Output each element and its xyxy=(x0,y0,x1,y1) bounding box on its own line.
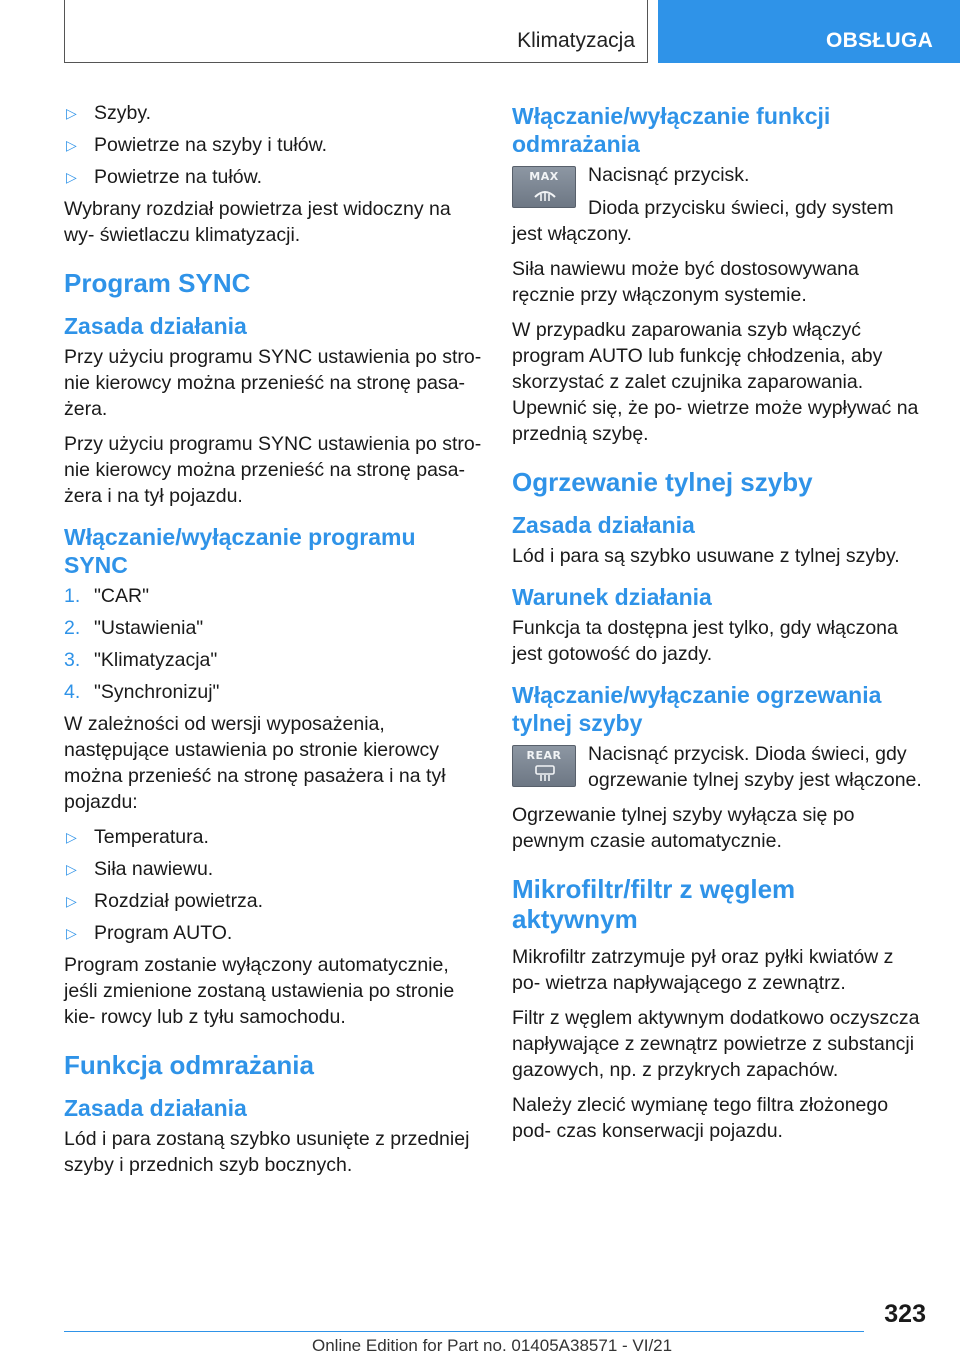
rear-defrost-button-icon: REAR xyxy=(512,745,576,787)
list-item: 2. "Ustawienia" xyxy=(64,617,204,639)
subheading-rear-onoff: Włączanie/wyłączanie ogrzewania tylnej szyby xyxy=(512,682,882,736)
heading-microfilter: Mikrofiltr/filtr z węglem aktywnym xyxy=(512,874,796,934)
list-item: 4. "Synchronizuj" xyxy=(64,681,220,703)
paragraph: Nacisnąć przycisk. Dioda świeci, gdy ogrzewanie tylnej szyby jest włączone. xyxy=(588,743,922,791)
paragraph: Filtr z węglem aktywnym dodatkowo oczyszcza napływające z zewnątrz powietrze z substancji gazowych, np. z przykrych zapachów. xyxy=(512,1007,920,1081)
list-item: ▷ Temperatura. xyxy=(66,826,209,848)
subheading-defrost-onoff: Włączanie/wyłączanie funkcji odmrażania xyxy=(512,103,831,157)
paragraph: Funkcja ta dostępna jest tylko, gdy włączona jest gotowość do jazdy. xyxy=(512,617,898,665)
subheading-principle: Zasada działania xyxy=(512,512,695,538)
heading-defrost: Funkcja odmrażania xyxy=(64,1050,314,1080)
list-item: ▷ Rozdział powietrza. xyxy=(66,890,264,912)
section-title: OBSŁUGA xyxy=(826,29,934,52)
max-defrost-button-icon: MAX xyxy=(512,166,576,208)
subheading-principle: Zasada działania xyxy=(64,1095,247,1121)
heading-rear-heating: Ogrzewanie tylnej szyby xyxy=(512,467,813,497)
triangle-bullet-icon: ▷ xyxy=(66,105,77,121)
footer-divider xyxy=(64,1331,864,1332)
paragraph: Mikrofiltr zatrzymuje pył oraz pyłki kwiatów z po- wietrza napływającego z zewnątrz. xyxy=(512,946,894,994)
paragraph: Przy użyciu programu SYNC ustawienia po stro- nie kierowcy można przenieść na stronę pasa- żera. xyxy=(64,346,482,420)
paragraph: Lód i para zostaną szybko usunięte z przedniej szyby i przednich szyb bocznych. xyxy=(64,1128,470,1176)
header-chapter-box xyxy=(64,0,648,63)
triangle-bullet-icon: ▷ xyxy=(66,169,77,185)
paragraph: Lód i para są szybko usuwane z tylnej szyby. xyxy=(512,545,900,567)
subheading-sync-onoff: Włączanie/wyłączanie programu SYNC xyxy=(64,524,416,578)
rear-window-heat-icon xyxy=(533,764,557,782)
list-item: ▷ Siła nawiewu. xyxy=(66,858,214,880)
sync-settings-list xyxy=(64,824,484,946)
paragraph: Program zostanie wyłączony automatycznie, jeśli zmienione zostaną ustawienia po stronie kie- rowcy lub z tyłu samochodu. xyxy=(64,954,455,1028)
list-item: 3. "Klimatyzacja" xyxy=(64,649,218,671)
heading-sync: Program SYNC xyxy=(64,268,251,298)
paragraph: Należy zlecić wymianę tego filtra złożonego pod- czas konserwacji pojazdu. xyxy=(512,1094,889,1142)
left-column xyxy=(64,100,484,1187)
paragraph: Wybrany rozdział powietrza jest widoczny na wy- świetlaczu klimatyzacji. xyxy=(64,198,451,246)
right-column xyxy=(512,100,926,1153)
page-number: 323 xyxy=(884,1300,926,1328)
paragraph: Nacisnąć przycisk. xyxy=(588,164,750,186)
subheading-condition: Warunek działania xyxy=(512,584,712,610)
list-item: ▷ Powietrze na tułów. xyxy=(66,166,263,188)
list-item: ▷ Szyby. xyxy=(66,102,152,124)
air-distribution-list xyxy=(64,100,484,190)
paragraph: W przypadku zaparowania szyb włączyć program AUTO lub funkcję chłodzenia, aby skorzystać z zalet czujnika zaparowania. Upewnić się, że po- wietrze może wypływać na przednią szybę. xyxy=(512,319,919,445)
windshield-defrost-icon xyxy=(533,185,557,203)
paragraph: Ogrzewanie tylnej szyby wyłącza się po pewnym czasie automatycznie. xyxy=(512,804,855,852)
chapter-title: Klimatyzacja xyxy=(517,29,635,52)
section-tab xyxy=(658,0,960,63)
paragraph: Siła nawiewu może być dostosowywana ręcznie przy włączonym systemie. xyxy=(512,258,859,306)
paragraph: W zależności od wersji wyposażenia, następujące ustawienia po stronie kierowcy można przenieść na stronę pasażera i na tył pojazdu: xyxy=(64,713,446,813)
triangle-bullet-icon: ▷ xyxy=(66,861,77,877)
triangle-bullet-icon: ▷ xyxy=(66,829,77,845)
list-item: ▷ Program AUTO. xyxy=(66,922,233,944)
edition-footer: Online Edition for Part no. 01405A38571 - VI/21 xyxy=(312,1336,673,1355)
rear-button-block xyxy=(512,741,926,793)
triangle-bullet-icon: ▷ xyxy=(66,137,77,153)
triangle-bullet-icon: ▷ xyxy=(66,893,77,909)
paragraph: Dioda przycisku świeci, gdy system jest włączony. xyxy=(512,197,894,245)
paragraph: Przy użyciu programu SYNC ustawienia po stro- nie kierowcy można przenieść na stronę pasa- żera i na tył pojazdu. xyxy=(64,433,482,507)
subheading-principle: Zasada działania xyxy=(64,313,247,339)
max-button-block xyxy=(512,162,926,247)
list-item: 1. "CAR" xyxy=(64,585,150,607)
list-item: ▷ Powietrze na szyby i tułów. xyxy=(66,134,328,156)
sync-steps-list xyxy=(64,583,484,705)
triangle-bullet-icon: ▷ xyxy=(66,925,77,941)
